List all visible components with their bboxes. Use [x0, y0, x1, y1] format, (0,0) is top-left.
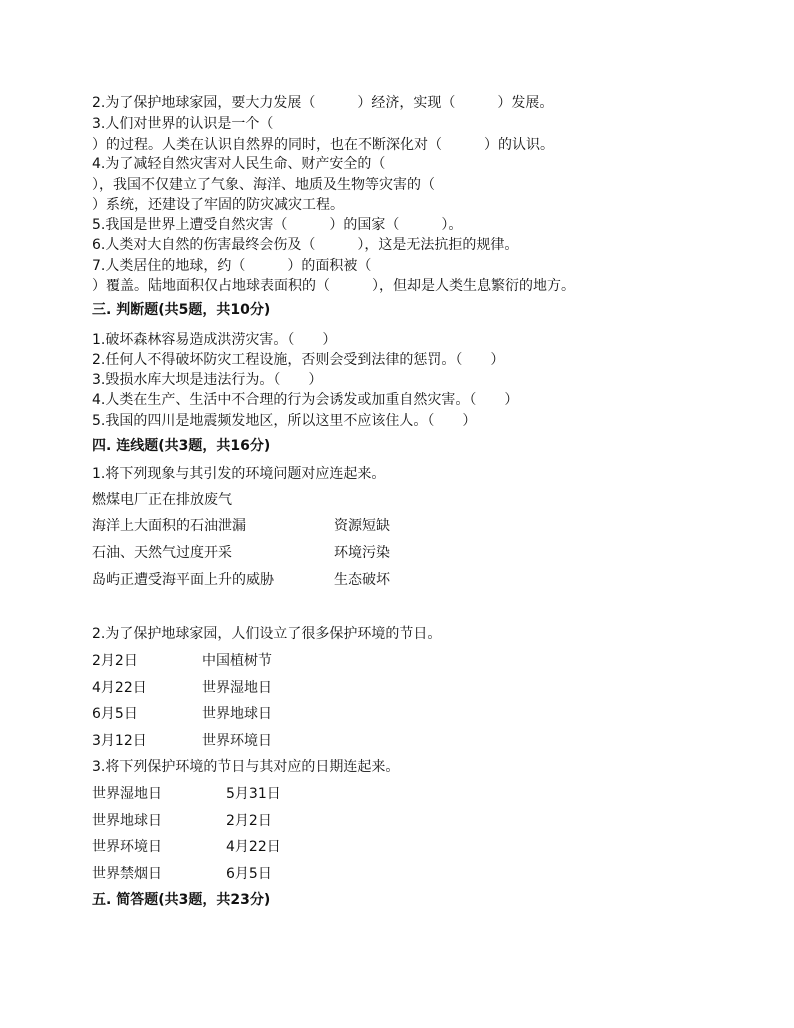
judge-item-1: 1.破坏森林容易造成洪涝灾害。（ ） — [92, 332, 337, 348]
match-q2-right-4: 世界环境日 — [202, 733, 272, 749]
fill-blank-q3-line2: ）的过程。人类在认识自然界的同时，也在不断深化对（ ）的认识。 — [92, 137, 554, 153]
match-q1-left-2: 海洋上大面积的石油泄漏 — [92, 518, 246, 534]
match-q2-left-1: 2月2日 — [92, 653, 138, 669]
match-q2-left-3: 6月5日 — [92, 706, 138, 722]
match-q3-left-3: 世界环境日 — [92, 839, 162, 855]
match-q1-left-4: 岛屿正遭受海平面上升的威胁 — [92, 572, 274, 588]
section-5-title: 五. 简答题(共3题，共23分) — [92, 892, 271, 908]
fill-blank-q3-line1: 3.人们对世界的认识是一个（ — [92, 116, 274, 132]
match-q1-left-3: 石油、天然气过度开采 — [92, 545, 232, 561]
match-q3-right-2: 2月2日 — [226, 813, 272, 829]
judge-item-2: 2.任何人不得破坏防灾工程设施，否则会受到法律的惩罚。（ ） — [92, 352, 505, 368]
fill-blank-q7-line1: 7.人类居住的地球，约（ ）的面积被（ — [92, 258, 372, 274]
match-q1-left-1: 燃煤电厂正在排放废气 — [92, 492, 232, 508]
match-q2-right-2: 世界湿地日 — [202, 680, 272, 696]
fill-blank-q2: 2.为了保护地球家园，要大力发展（ ）经济，实现（ ）发展。 — [92, 95, 554, 111]
section-3-title: 三. 判断题(共5题，共10分) — [92, 302, 271, 318]
match-q3-right-3: 4月22日 — [226, 839, 281, 855]
match-q3-right-1: 5月31日 — [226, 786, 281, 802]
fill-blank-q5: 5.我国是世界上遭受自然灾害（ ）的国家（ ）。 — [92, 217, 463, 233]
match-q3-left-2: 世界地球日 — [92, 813, 162, 829]
match-q2-right-3: 世界地球日 — [202, 706, 272, 722]
fill-blank-q6: 6.人类对大自然的伤害最终会伤及（ ），这是无法抗拒的规律。 — [92, 237, 519, 253]
match-q3-prompt: 3.将下列保护环境的节日与其对应的日期连起来。 — [92, 759, 400, 775]
section-4-title: 四. 连线题(共3题，共16分) — [92, 438, 271, 454]
match-q3-left-1: 世界湿地日 — [92, 786, 162, 802]
judge-item-4: 4.人类在生产、生活中不合理的行为会诱发或加重自然灾害。（ ） — [92, 392, 519, 408]
fill-blank-q7-line2: ）覆盖。陆地面积仅占地球表面积的（ ），但却是人类生息繁衍的地方。 — [92, 278, 575, 294]
match-q2-prompt: 2.为了保护地球家园，人们设立了很多保护环境的节日。 — [92, 626, 442, 642]
match-q1-right-1: 资源短缺 — [334, 518, 390, 534]
fill-blank-q4-line1: 4.为了减轻自然灾害对人民生命、财产安全的（ — [92, 156, 386, 172]
judge-item-3: 3.毁损水库大坝是违法行为。（ ） — [92, 372, 323, 388]
match-q1-right-3: 生态破坏 — [334, 572, 390, 588]
match-q2-left-4: 3月12日 — [92, 733, 147, 749]
fill-blank-q4-line3: ）系统，还建设了牢固的防灾减灾工程。 — [92, 197, 344, 213]
fill-blank-q4-line2: ），我国不仅建立了气象、海洋、地质及生物等灾害的（ — [92, 177, 435, 193]
match-q2-right-1: 中国植树节 — [202, 653, 272, 669]
match-q1-prompt: 1.将下列现象与其引发的环境问题对应连起来。 — [92, 466, 386, 482]
match-q2-left-2: 4月22日 — [92, 680, 147, 696]
match-q1-right-2: 环境污染 — [334, 545, 390, 561]
judge-item-5: 5.我国的四川是地震频发地区，所以这里不应该住人。（ ） — [92, 413, 477, 429]
match-q3-right-4: 6月5日 — [226, 866, 272, 882]
match-q3-left-4: 世界禁烟日 — [92, 866, 162, 882]
